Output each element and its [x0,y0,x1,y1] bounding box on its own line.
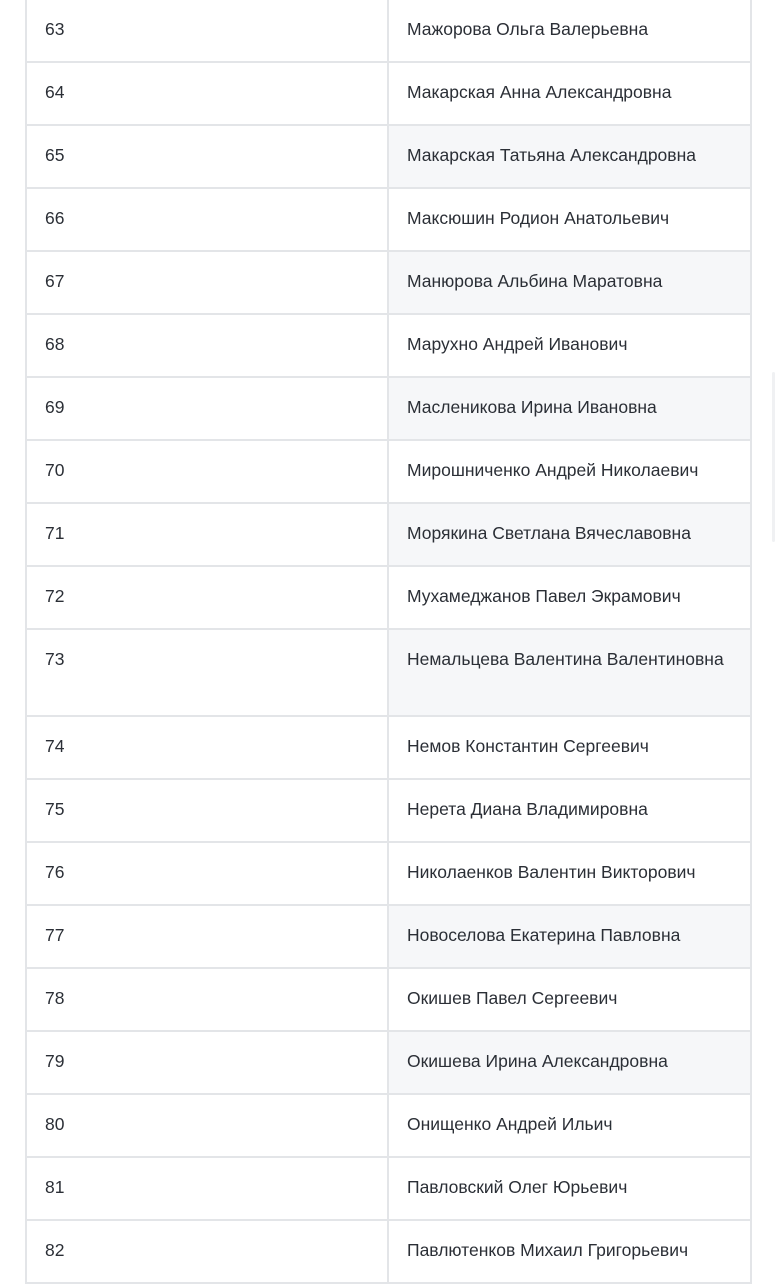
row-number: 82 [26,1220,388,1283]
participants-table-container [25,0,750,1284]
table-row [26,566,751,629]
row-name: Макарская Татьяна Александровна [388,125,751,188]
table-body [26,0,751,1283]
row-name: Манюрова Альбина Маратовна [388,251,751,314]
row-number: 78 [26,968,388,1031]
table-row [26,1157,751,1220]
table-row [26,125,751,188]
row-name: Немальцева Валентина Валентиновна [388,629,751,716]
row-number: 71 [26,503,388,566]
row-name: Павловский Олег Юрьевич [388,1157,751,1220]
row-number: 74 [26,716,388,779]
row-name: Мирошниченко Андрей Николаевич [388,440,751,503]
row-name: Мухамеджанов Павел Экрамович [388,566,751,629]
row-number: 80 [26,1094,388,1157]
table-row [26,905,751,968]
row-name: Мажорова Ольга Валерьевна [388,0,751,62]
table-row [26,62,751,125]
row-name: Макарская Анна Александровна [388,62,751,125]
row-name: Морякина Светлана Вячеславовна [388,503,751,566]
table-row [26,968,751,1031]
row-name: Нерета Диана Владимировна [388,779,751,842]
row-number: 70 [26,440,388,503]
row-number: 65 [26,125,388,188]
participants-table [25,0,752,1284]
row-name: Марухно Андрей Иванович [388,314,751,377]
row-name: Окишева Ирина Александровна [388,1031,751,1094]
row-number: 69 [26,377,388,440]
row-name: Николаенков Валентин Викторович [388,842,751,905]
table-row [26,503,751,566]
row-name: Новоселова Екатерина Павловна [388,905,751,968]
table-row [26,251,751,314]
row-number: 81 [26,1157,388,1220]
row-number: 68 [26,314,388,377]
row-number: 76 [26,842,388,905]
row-number: 79 [26,1031,388,1094]
table-row [26,1031,751,1094]
row-number: 75 [26,779,388,842]
table-row [26,377,751,440]
row-name: Немов Константин Сергеевич [388,716,751,779]
row-number: 73 [26,629,388,716]
row-name: Окишев Павел Сергеевич [388,968,751,1031]
row-number: 67 [26,251,388,314]
row-name: Максюшин Родион Анатольевич [388,188,751,251]
table-row [26,440,751,503]
table-row [26,1094,751,1157]
table-row [26,779,751,842]
table-row [26,314,751,377]
table-row [26,629,751,716]
row-number: 64 [26,62,388,125]
row-number: 77 [26,905,388,968]
table-row [26,1220,751,1283]
table-row [26,188,751,251]
row-name: Масленикова Ирина Ивановна [388,377,751,440]
row-number: 72 [26,566,388,629]
row-name: Павлютенков Михаил Григорьевич [388,1220,751,1283]
table-row [26,716,751,779]
table-row [26,0,751,62]
row-name: Онищенко Андрей Ильич [388,1094,751,1157]
row-number: 66 [26,188,388,251]
row-number: 63 [26,0,388,62]
table-row [26,842,751,905]
